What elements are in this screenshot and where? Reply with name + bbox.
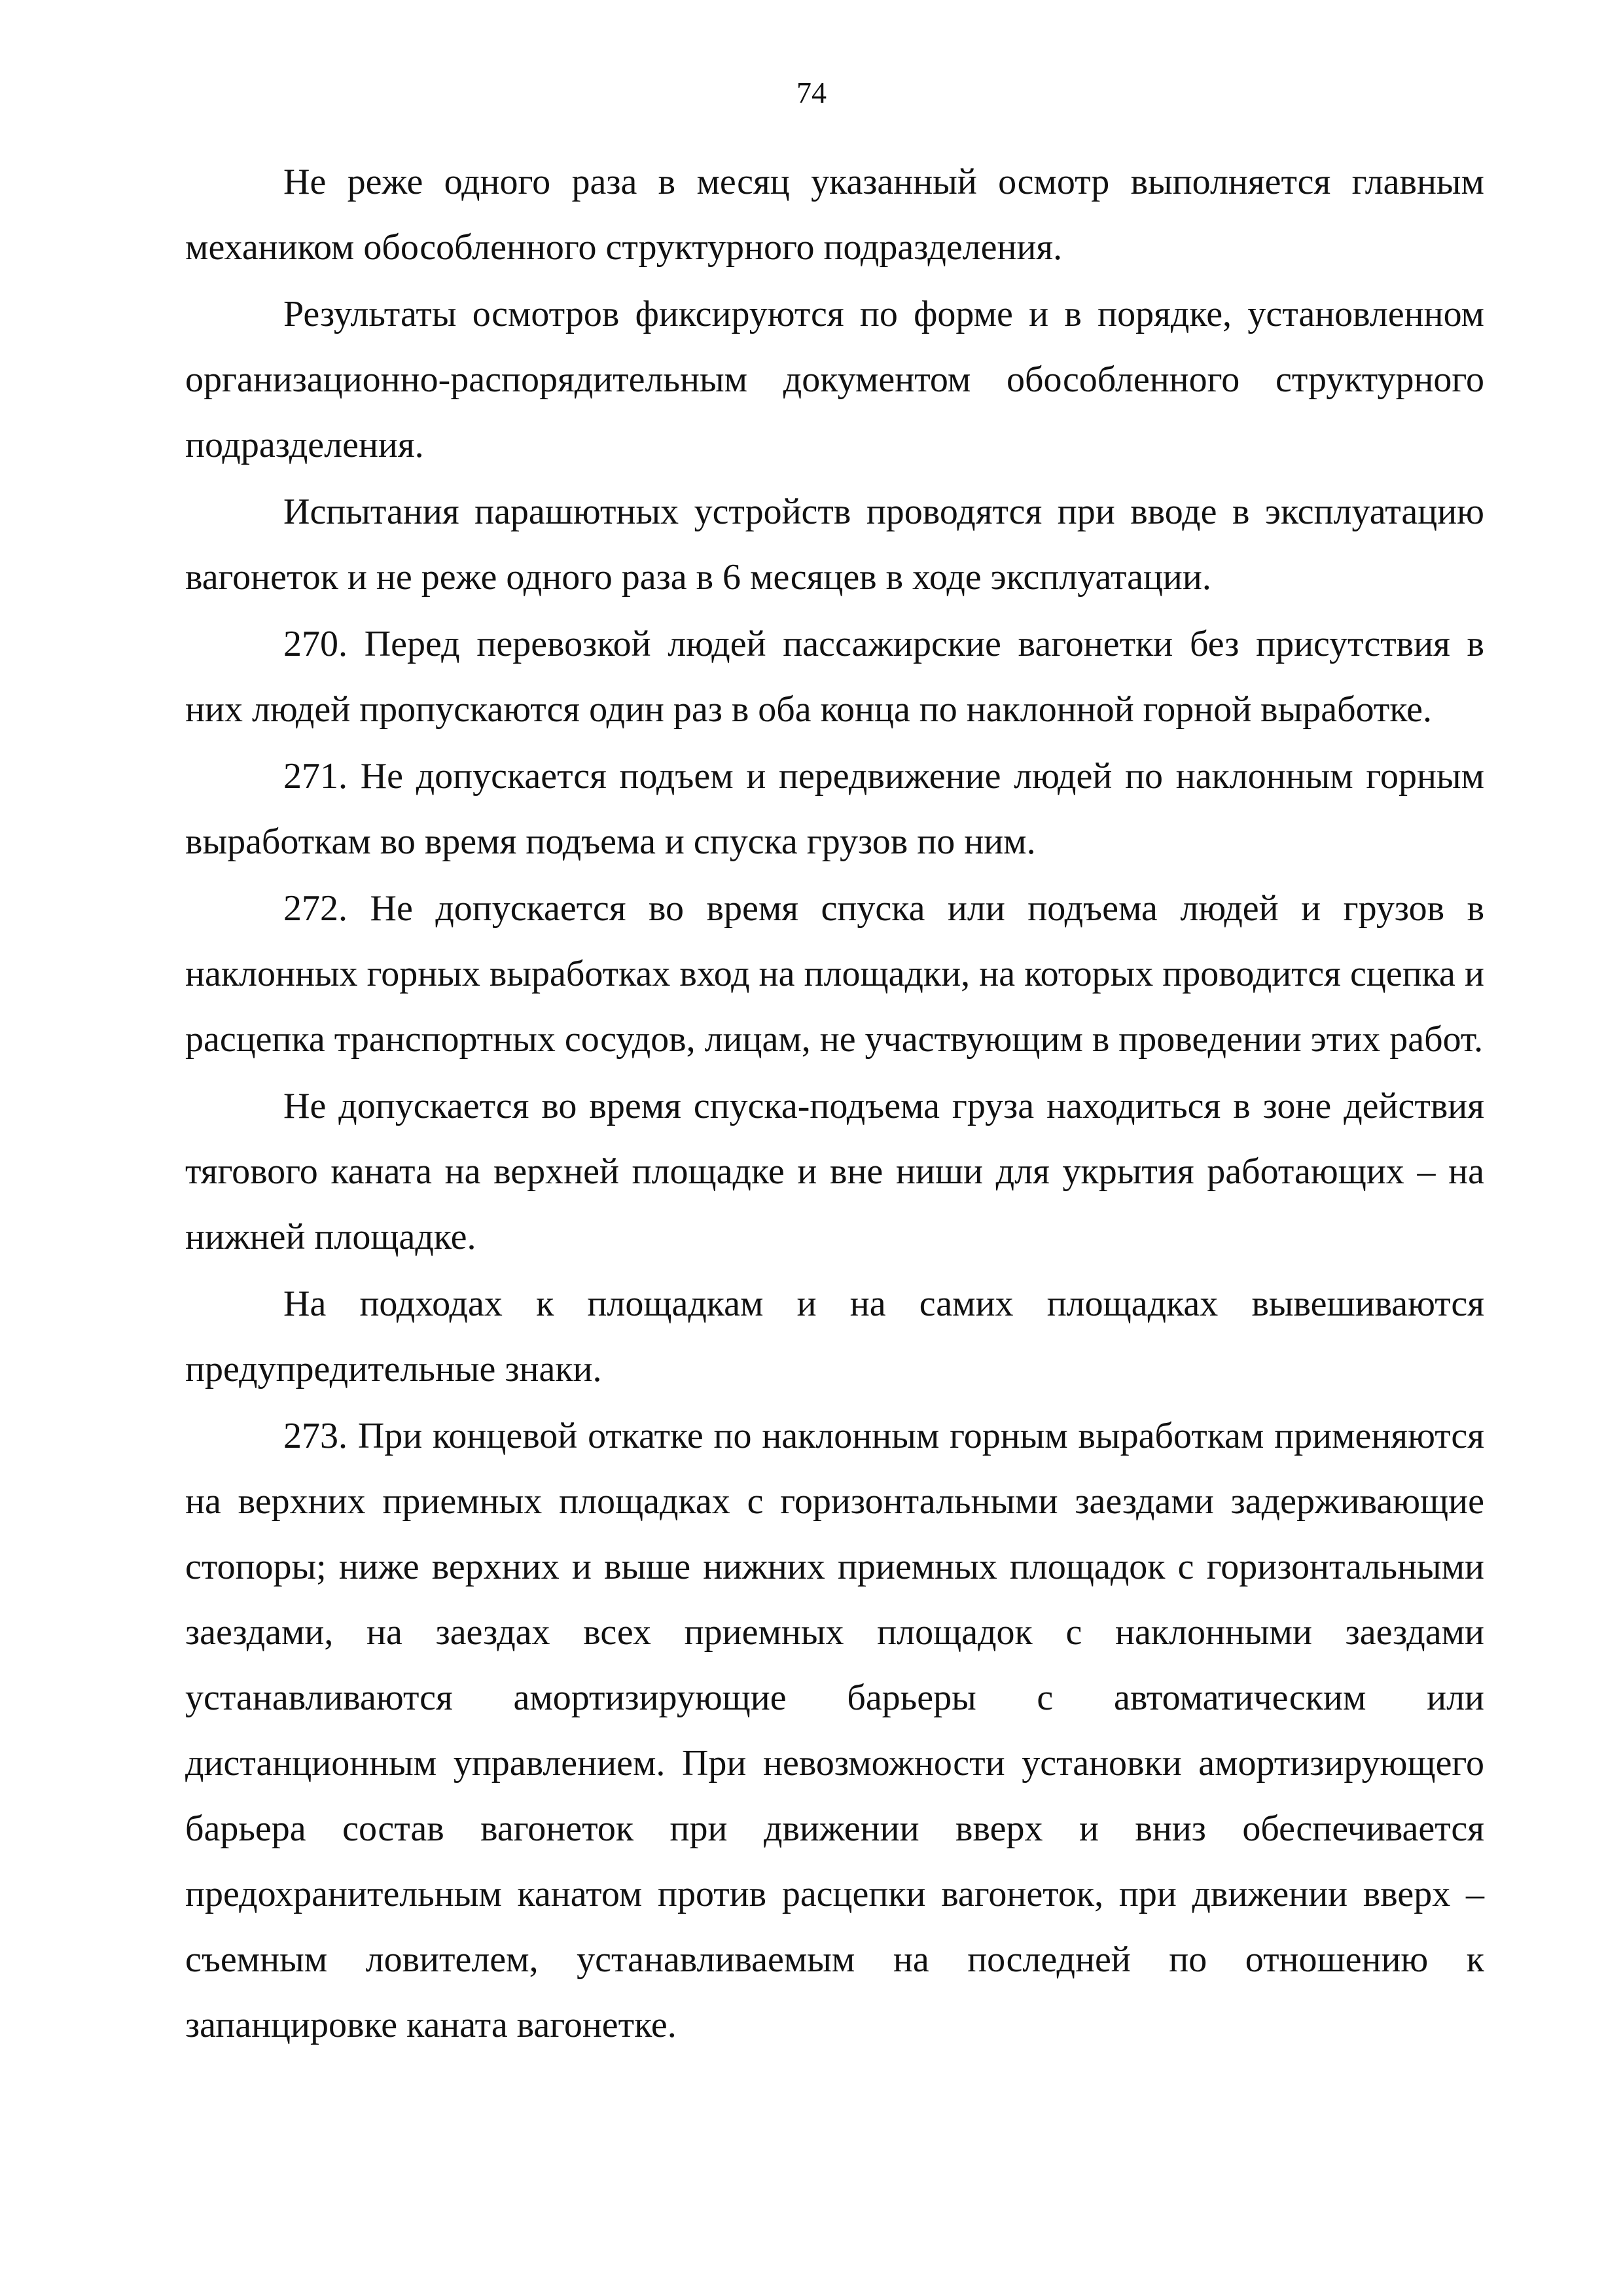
numbered-paragraph-271 (185, 744, 1484, 874)
paragraph-number: 272. (283, 888, 348, 929)
paragraph-text: Не допускается подъем и передвижение людей по наклонным горным выработкам во время подъема и спуска грузов по ним. (185, 756, 1485, 862)
page-number: 74 (796, 76, 827, 109)
paragraph-text: Перед перевозкой людей пассажирские вагонетки без присутствия в них людей пропускаются один раз в оба конца по наклонной горной выработке. (185, 624, 1485, 730)
numbered-paragraph-270 (185, 611, 1484, 742)
paragraph-text: При концевой откатке по наклонным горным выработкам применяются на верхних приемных площадках с горизонтальными заездами задерживающие стопоры; ниже верхних и выше нижних приемных площадок с горизонтальными заездами, на заездах всех приемных площадок с наклонными заездами устанавливаются амортизирующие барьеры с автоматическим или дистанционным управлением. При невозможности установки амортизирующего барьера состав вагонеток при движении вверх и вниз обеспечивается предохранительным канатом против расцепки вагонеток, при движении вверх – съемным ловителем, устанавливаемым на последней по отношению к запанцировке каната вагонетке. (185, 1416, 1484, 2045)
numbered-paragraph-272 (185, 876, 1484, 1072)
paragraph-number: 271. (283, 756, 348, 797)
paragraph-text: Результаты осмотров фиксируются по форме и в порядке, установленном организационно-распорядительным документом обособленного структурного подразделения. (185, 294, 1484, 465)
paragraph-text: Не реже одного раза в месяц указанный осмотр выполняется главным механиком обособленного структурного подразделения. (185, 162, 1484, 268)
paragraph (185, 281, 1484, 478)
paragraph-text: Не допускается во время спуска-подъема груза находиться в зоне действия тягового каната на верхней площадке и вне ниши для укрытия работающих – на нижней площадке. (185, 1086, 1484, 1257)
paragraph-text: Не допускается во время спуска или подъема людей и грузов в наклонных горных выработках вход на площадки, на которых проводится сцепка и расцепка транспортных сосудов, лицам, не участвующим в проведении этих работ. (185, 888, 1485, 1060)
paragraph-text: Испытания парашютных устройств проводятся при вводе в эксплуатацию вагонеток и не реже одного раза в 6 месяцев в ходе эксплуатации. (185, 492, 1484, 598)
paragraph-number: 273. (283, 1416, 348, 1456)
paragraph (185, 1073, 1484, 1270)
document-body (185, 149, 1484, 2058)
paragraph-text: На подходах к площадкам и на самих площадках вывешиваются предупредительные знаки. (185, 1283, 1484, 1390)
paragraph (185, 149, 1484, 280)
paragraph-number: 270. (283, 624, 348, 664)
paragraph (185, 479, 1484, 610)
numbered-paragraph-273 (185, 1403, 1484, 2058)
paragraph (185, 1271, 1484, 1402)
